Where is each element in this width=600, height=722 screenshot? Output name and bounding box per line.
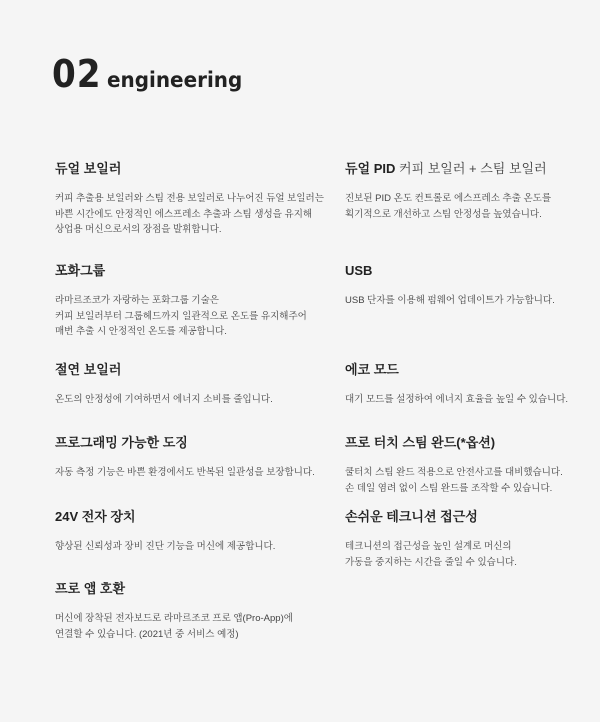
feature-description: 라마르조코가 자랑하는 포화그룹 기술은 커피 보일러부터 그룹헤드까지 일관적으로 온도를 유지해주어 매번 추출 시 안정적인 온도를 제공합니다. <box>55 295 307 337</box>
feature-title: 포화그룹 <box>55 263 106 278</box>
feature-description: 대기 모드를 설정하여 에너지 효율을 높일 수 있습니다. <box>345 394 569 405</box>
feature-subtitle: 커피 보일러 + 스팀 보일러 <box>395 161 547 176</box>
feature-title: 24V 전자 장치 <box>55 509 136 524</box>
feature-title: 에코 모드 <box>345 362 399 377</box>
section-title: engineering <box>106 68 243 92</box>
feature-description: 머신에 장착된 전자보드로 라마르조코 프로 앱(Pro-App)에 연결할 수 있습니다. (2021년 중 서비스 예정) <box>55 613 293 640</box>
feature-dual-boiler <box>55 161 325 238</box>
feature-insulated-boiler <box>55 362 325 408</box>
feature-title: 프로그래밍 가능한 도징 <box>55 435 188 450</box>
feature-title: 듀얼 보일러 <box>55 161 122 176</box>
feature-description: 테크니션의 접근성을 높인 설계로 머신의 가동을 중지하는 시간을 줄일 수 있습니다. <box>345 541 517 568</box>
feature-title: 프로 터치 스팀 완드(*옵션) <box>345 435 496 450</box>
feature-title: 듀얼 PID 커피 보일러 + 스팀 보일러 <box>345 161 547 176</box>
feature-description: 쿨터치 스팀 완드 적용으로 안전사고를 대비했습니다. 손 데일 염려 없이 스팀 완드를 조작할 수 있습니다. <box>345 467 563 494</box>
feature-eco-mode <box>345 362 600 408</box>
feature-title: USB <box>345 263 373 278</box>
section-number: 02 <box>52 52 102 96</box>
feature-description: 진보된 PID 온도 컨트롤로 에스프레소 추출 온도를 획기적으로 개선하고 스팀 안정성을 높였습니다. <box>345 193 552 220</box>
feature-description: 커피 추출용 보일러와 스팀 전용 보일러로 나누어진 듀얼 보일러는 바쁜 시간에도 안정적인 에스프레소 추출과 스팀 생성을 유지해 상업용 머신으로서의 장점을 발휘합니다. <box>55 193 324 235</box>
feature-pro-app <box>55 581 325 642</box>
feature-dual-pid <box>345 161 600 222</box>
feature-description: 온도의 안정성에 기여하면서 에너지 소비를 줄입니다. <box>55 394 273 405</box>
feature-programmable-dosing <box>55 435 325 481</box>
feature-saturated-group <box>55 263 325 340</box>
feature-24v-electronics <box>55 509 325 555</box>
feature-title: 손쉬운 테크니션 접근성 <box>345 509 478 524</box>
feature-description: 자동 측정 기능은 바쁜 환경에서도 반복된 일관성을 보장합니다. <box>55 467 315 478</box>
section-header <box>52 52 249 96</box>
feature-title: 프로 앱 호환 <box>55 581 126 596</box>
feature-title: 절연 보일러 <box>55 362 122 377</box>
feature-description: 향상된 신뢰성과 장비 진단 기능을 머신에 제공합니다. <box>55 541 276 552</box>
feature-technician-access <box>345 509 600 570</box>
feature-description: USB 단자를 이용해 펌웨어 업데이트가 가능합니다. <box>345 295 555 306</box>
feature-pro-touch-steam-wand <box>345 435 600 496</box>
feature-usb <box>345 263 600 309</box>
